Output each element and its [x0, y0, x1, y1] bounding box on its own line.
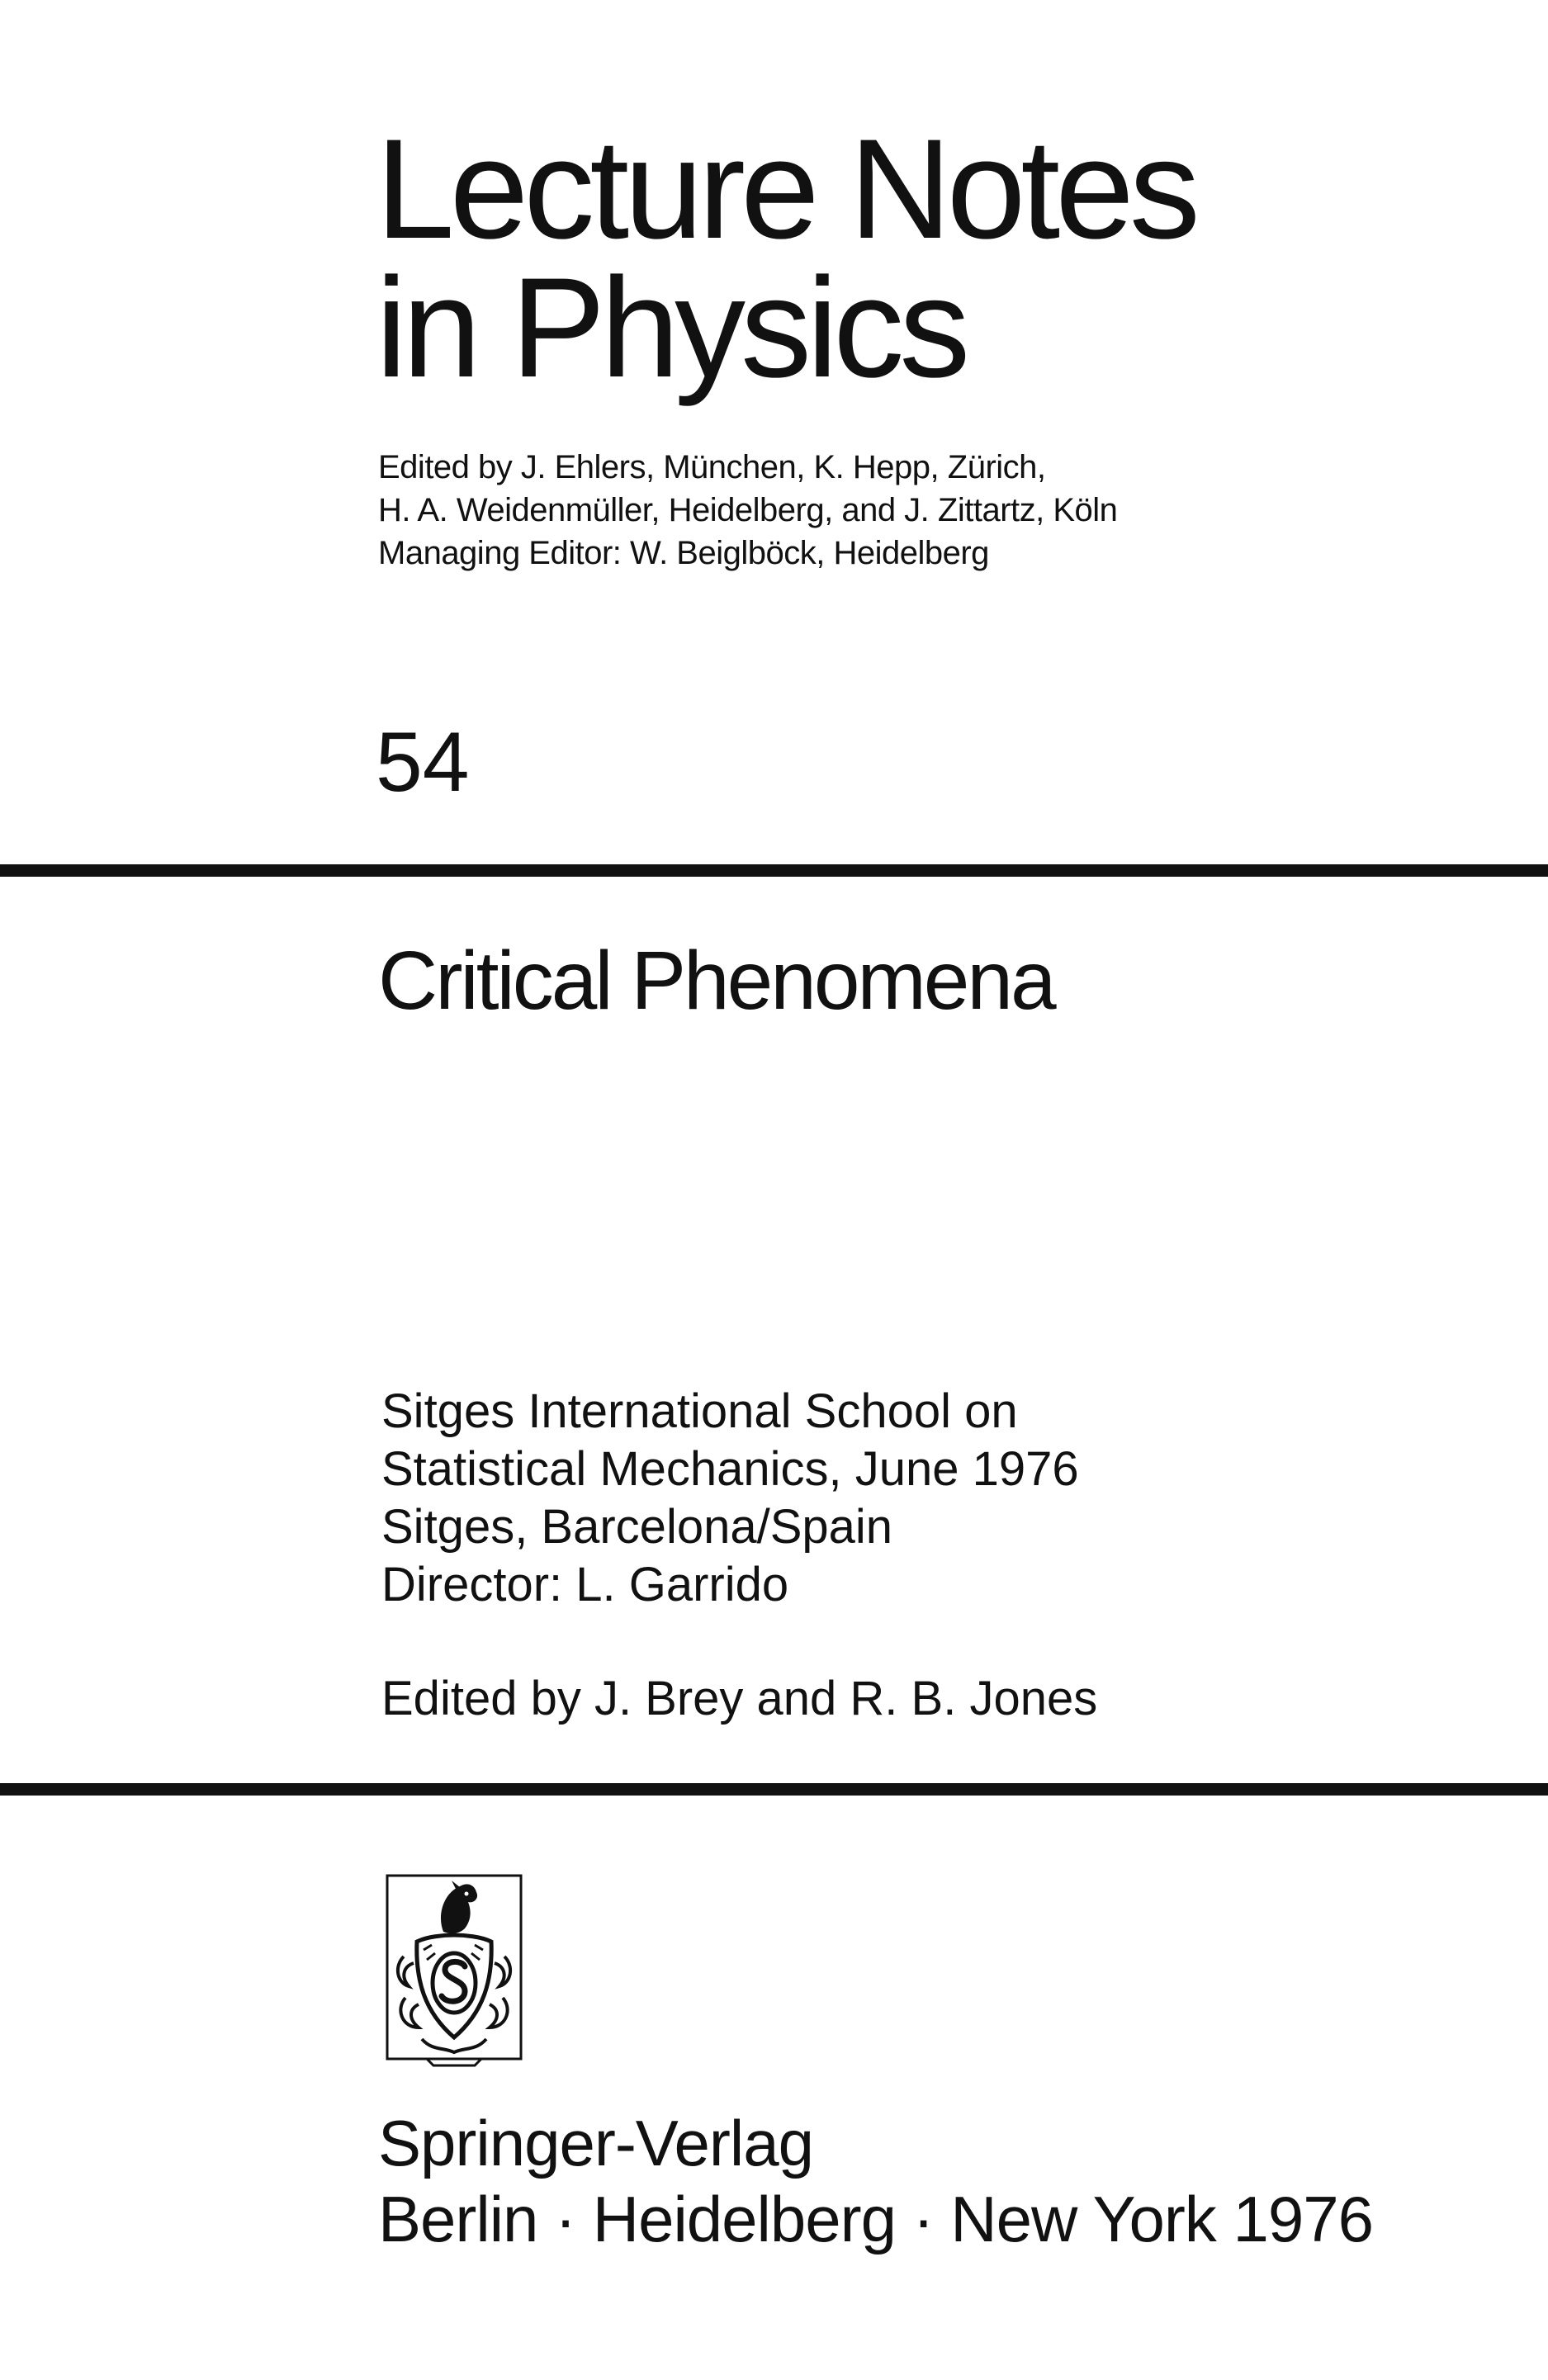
school-details — [381, 1383, 1079, 1614]
publisher-block — [378, 2105, 1373, 2257]
volume-number: 54 — [376, 715, 470, 809]
series-title — [376, 110, 1195, 407]
series-editors-line-2: H. A. Weidenmüller, Heidelberg, and J. Zittartz, Köln — [378, 492, 1118, 528]
school-line-3: Sitges, Barcelona/Spain — [381, 1500, 893, 1554]
series-editors-line-3: Managing Editor: W. Beiglböck, Heidelberg — [378, 535, 989, 571]
series-editors — [378, 446, 1117, 575]
book-title: Critical Phenomena — [378, 934, 1054, 1027]
school-line-4: Director: L. Garrido — [381, 1558, 789, 1611]
springer-horse-emblem-icon — [386, 1874, 523, 2068]
school-line-2: Statistical Mechanics, June 1976 — [381, 1442, 1079, 1496]
top-rule — [0, 864, 1548, 877]
book-editors: Edited by J. Brey and R. B. Jones — [381, 1672, 1098, 1725]
school-line-1: Sitges International School on — [381, 1384, 1018, 1438]
series-editors-line-1: Edited by J. Ehlers, München, K. Hepp, Zürich, — [378, 449, 1046, 485]
bottom-rule — [0, 1783, 1548, 1796]
series-title-line-2: in Physics — [376, 248, 966, 407]
publisher-cities: Berlin · Heidelberg · New York 1976 — [378, 2183, 1374, 2255]
series-title-line-1: Lecture Notes — [376, 110, 1195, 268]
publisher-name: Springer-Verlag — [378, 2107, 813, 2179]
